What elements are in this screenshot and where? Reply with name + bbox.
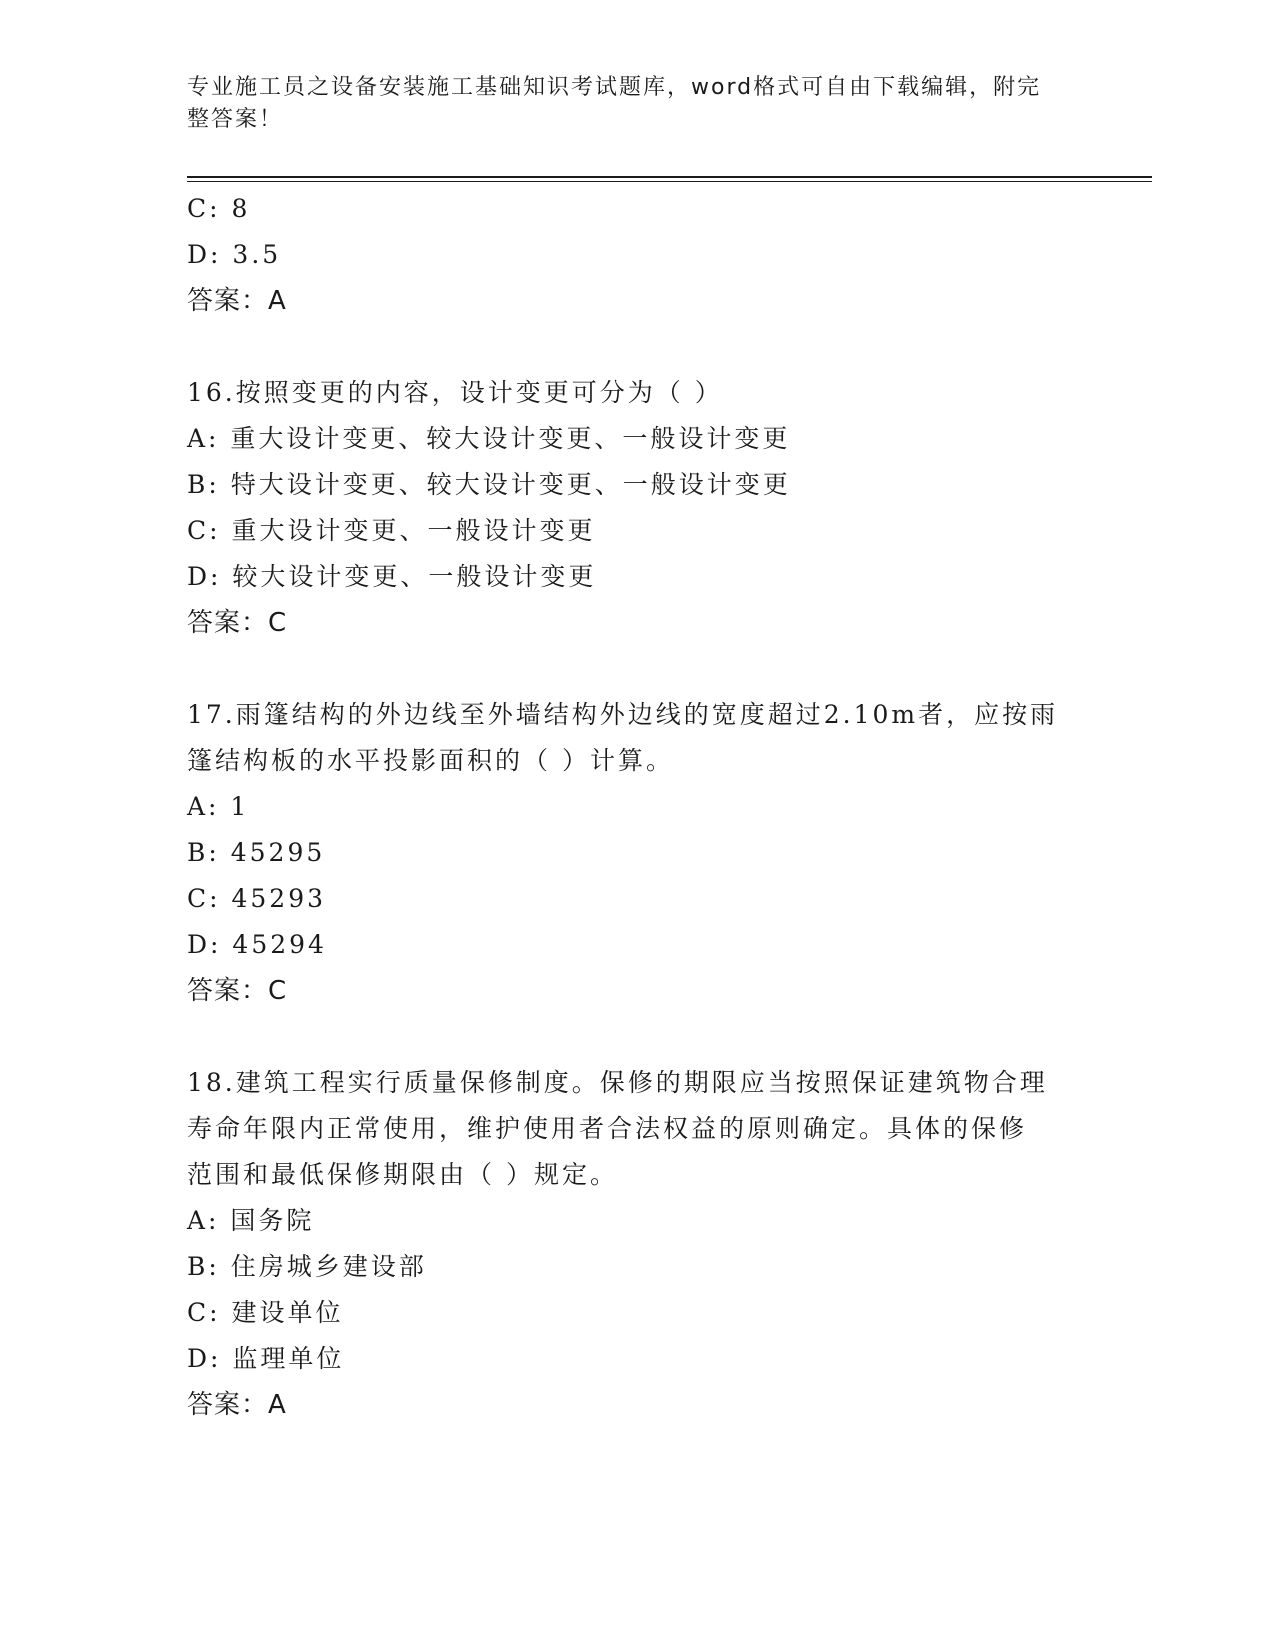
question-stem-line-1: 18.建筑工程实行质量保修制度。保修的期限应当按照保证建筑物合理	[187, 1068, 1048, 1097]
question-16	[187, 370, 1087, 646]
option-c: C: 8	[187, 194, 251, 223]
answer-label: 答案：A	[187, 1390, 287, 1420]
option-c: C: 重大设计变更、一般设计变更	[187, 516, 596, 545]
header-divider-thick	[187, 176, 1152, 178]
question-stem-line-1: 17.雨篷结构的外边线至外墙结构外边线的宽度超过2.10m者，应按雨	[187, 700, 1059, 729]
question-stem-line-2: 寿命年限内正常使用，维护使用者合法权益的原则确定。具体的保修	[187, 1114, 1028, 1143]
answer-label: 答案：A	[187, 286, 287, 316]
question-18	[187, 1060, 1087, 1428]
header-title-line-1: 专业施工员之设备安装施工基础知识考试题库，word格式可自由下载编辑，附完	[187, 75, 1042, 100]
option-b: B: 住房城乡建设部	[187, 1252, 427, 1281]
option-d: D: 较大设计变更、一般设计变更	[187, 562, 597, 591]
option-d: D: 监理单位	[187, 1344, 345, 1373]
option-b: B: 特大设计变更、较大设计变更、一般设计变更	[187, 470, 791, 499]
option-a: A: 1	[187, 792, 250, 821]
question-content	[187, 186, 1087, 1428]
option-c: C: 建设单位	[187, 1298, 344, 1327]
question-15-continued	[187, 186, 1087, 324]
header-divider-thin	[187, 181, 1152, 182]
option-d: D: 45294	[187, 930, 327, 959]
spacer	[187, 646, 1087, 692]
answer-label: 答案：C	[187, 976, 288, 1006]
answer-label: 答案：C	[187, 608, 288, 638]
question-stem-line-3: 范围和最低保修期限由（ ）规定。	[187, 1160, 618, 1189]
question-17	[187, 692, 1087, 1014]
option-b: B: 45295	[187, 838, 326, 867]
option-c: C: 45293	[187, 884, 327, 913]
spacer	[187, 1014, 1087, 1060]
header-title-line-2: 整答案！	[187, 107, 284, 132]
document-header	[187, 72, 1067, 136]
question-stem-line-2: 篷结构板的水平投影面积的（ ）计算。	[187, 746, 674, 775]
question-stem: 16.按照变更的内容，设计变更可分为（ ）	[187, 378, 723, 407]
option-a: A: 国务院	[187, 1206, 315, 1235]
spacer	[187, 324, 1087, 370]
option-a: A: 重大设计变更、较大设计变更、一般设计变更	[187, 424, 791, 453]
option-d: D: 3.5	[187, 240, 282, 269]
